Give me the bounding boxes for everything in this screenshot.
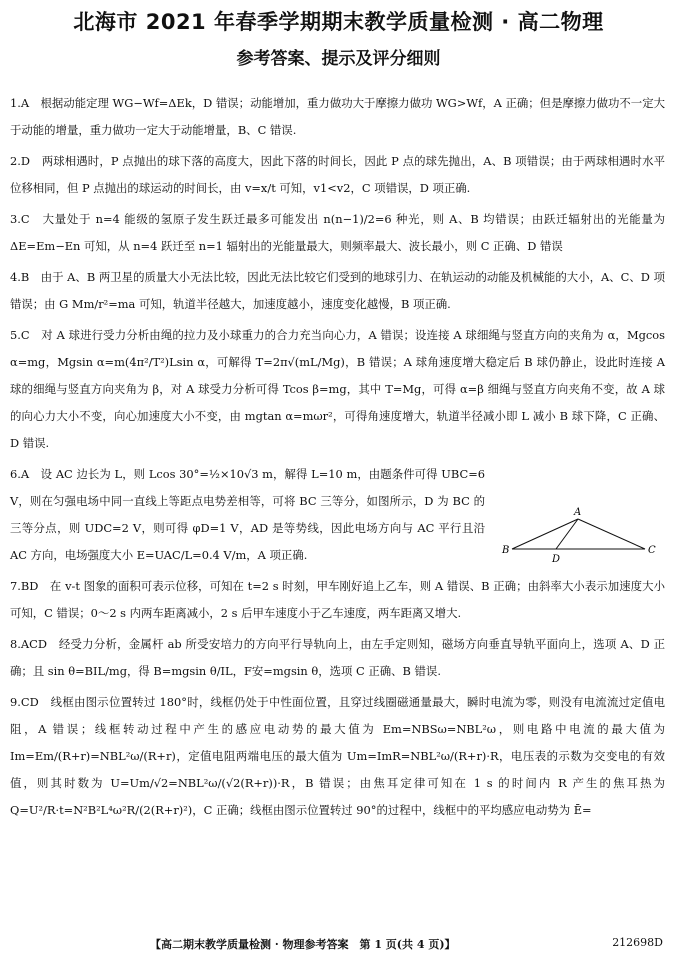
label-a: A <box>574 507 582 518</box>
answer-item-1 <box>10 90 665 144</box>
answer-explanation: 设 AC 边长为 L，则 Lcos 30°=½×10√3 m，解得 L=10 m，由题条件可得 UBC=6 V，则在匀强电场中同一直线上等距点电势差相等，可将 BC 三等分，如图所示，D 为 BC 的三等分点，则 UDC=2 V，则可得 φD=1 V，AD 是等势线，因此电场方向与 AC 平行且沿 AC 方向，电场强度大小 E=UAC/L=0.4 V/m，A 项正确. <box>10 467 485 562</box>
answer-number: 6. <box>10 467 21 481</box>
answer-choice: C <box>20 328 30 342</box>
answer-explanation: 由于 A、B 两卫星的质量大小无法比较，因此无法比较它们受到的地球引力、在轨运动的动能及机械能的大小，A、C、D 项错误；由 G Mm/r²=ma 可知，轨道半径越大，加速度越小，速度变化越慢，B 项正确. <box>10 270 665 311</box>
answer-number: 9. <box>10 695 21 709</box>
answer-number: 4. <box>10 270 21 284</box>
edge-ac <box>578 519 645 549</box>
answer-choice: CD <box>20 695 39 709</box>
answer-number: 8. <box>10 637 21 651</box>
answer-number: 7. <box>10 579 21 593</box>
answer-item-2 <box>10 148 665 202</box>
answer-list <box>10 90 665 824</box>
answer-choice: BD <box>20 579 39 593</box>
footer-title: 【高二期末教学质量检测 · 物理参考答案 第 1 页(共 4 页)】 <box>150 938 456 951</box>
answer-number: 3. <box>10 212 21 226</box>
edge-ab <box>512 519 578 549</box>
answer-item-9 <box>10 689 665 824</box>
answer-number: 2. <box>10 154 21 168</box>
answer-choice: ACD <box>20 637 47 651</box>
answer-number: 1. <box>10 96 21 110</box>
answer-choice: A <box>20 467 30 481</box>
answer-item-5 <box>10 322 665 457</box>
answer-item-7 <box>10 573 665 627</box>
answer-item-4 <box>10 264 665 318</box>
label-b: B <box>502 545 510 556</box>
answer-item-8 <box>10 631 665 685</box>
answer-explanation: 在 v-t 图象的面积可表示位移，可知在 t=2 s 时刻，甲车刚好追上乙车，则 A 错误、B 正确；由斜率大小表示加速度大小可知，C 错误；0～2 s 内两车距离减小，2 s 后甲车速度小于乙车速度，两车距离又增大. <box>10 579 665 620</box>
answer-number: 5. <box>10 328 21 342</box>
answer-item-3 <box>10 206 665 260</box>
answer-explanation: 线框由图示位置转过 180°时，线框仍处于中性面位置，且穿过线圈磁通量最大，瞬时电流为零，则没有电流流过定值电阻，A 错误；线框转动过程中产生的感应电动势的最大值为 Em=NBSω=NBL²ω，则电路中电流的最大值为 Im=Em/(R+r)=NBL²ω/(R+r)，定值电阻两端电压的最大值为 Um=ImR=NBL²ω/(R+r)·R，电压表的示数为交变电的有效值，则其时数为 U=Um/√2=NBL²ω/(√2(R+r))·R，B 错误；由焦耳定律可知在 1 s 的时间内 R 产生的焦耳热为 Q=U²/R·t=N²B²L⁴ω²R/(2(R+r)²)，C 正确；线框由图示位置转过 90°的过程中，线框中的平均感应电动势为 Ē= <box>10 695 665 817</box>
label-d: D <box>552 554 561 565</box>
answer-choice: C <box>20 212 30 226</box>
page-title: 北海市 2021 年春季学期期末教学质量检测 · 高二物理 <box>73 10 604 34</box>
label-c: C <box>648 545 656 556</box>
answer-explanation: 两球相遇时，P 点抛出的球下落的高度大，因此下落的时间长，因此 P 点的球先抛出，A、B 项错误；由于两球相遇时水平位移相同，但 P 点抛出的球运动的时间长，由 v=x/t 可知，v1<v2，C 项错误，D 项正确. <box>10 154 665 195</box>
answer-explanation: 根据动能定理 WG−Wf=ΔEk，D 错误；动能增加，重力做功大于摩擦力做功 WG>Wf，A 正确；但是摩擦力做功不一定大于动能的增量，重力做功一定大于动能增量，B、C 错误. <box>10 96 665 137</box>
document-code: 212698D <box>612 936 663 949</box>
answer-explanation: 对 A 球进行受力分析由绳的拉力及小球重力的合力充当向心力，A 错误；设连接 A 球细绳与竖直方向的夹角为 α，Mgcos α=mg，Mgsin α=m(4π²/T²)Lsin α，可解得 T=2π√(mL/Mg)，B 错误；A 球角速度增大稳定后 B 球仍静止，设此时连接 A 球的细绳与竖直方向夹角为 β，对 A 球受力分析可得 Tcos β=mg，其中 T=Mg，可得 α=β 细绳与竖直方向夹角不变，故 A 球的向心力大小不变，向心加速度大小不变，由 mgtan α=mωr²，可得角速度增大，轨道半径减小即 L 减小 B 球下降，C 正确、D 错误. <box>10 328 665 450</box>
answer-choice: A <box>20 96 30 110</box>
answer-choice: B <box>20 270 30 284</box>
answer-choice: D <box>20 154 31 168</box>
page-subtitle: 参考答案、提示及评分细则 <box>236 49 441 69</box>
answer-explanation: 经受力分析，金属杆 ab 所受安培力的方向平行导轨向上，由左手定则知，磁场方向垂直导轨平面向上，选项 A、D 正确；且 sin θ=BIL/mg，得 B=mgsin θ/IL，F安=mgsin θ，选项 C 正确、B 错误. <box>10 637 665 678</box>
triangle-figure <box>500 505 660 565</box>
answer-explanation: 大量处于 n=4 能级的氢原子发生跃迁最多可能发出 n(n−1)/2=6 种光，则 A、B 均错误；由跃迁辐射出的光能量为 ΔE=Em−En 可知，从 n=4 跃迁至 n=1 辐射出的光能量最大，则频率最大、波长最小，则 C 正确、D 错误 <box>10 212 665 253</box>
answer-item-6 <box>10 461 485 569</box>
